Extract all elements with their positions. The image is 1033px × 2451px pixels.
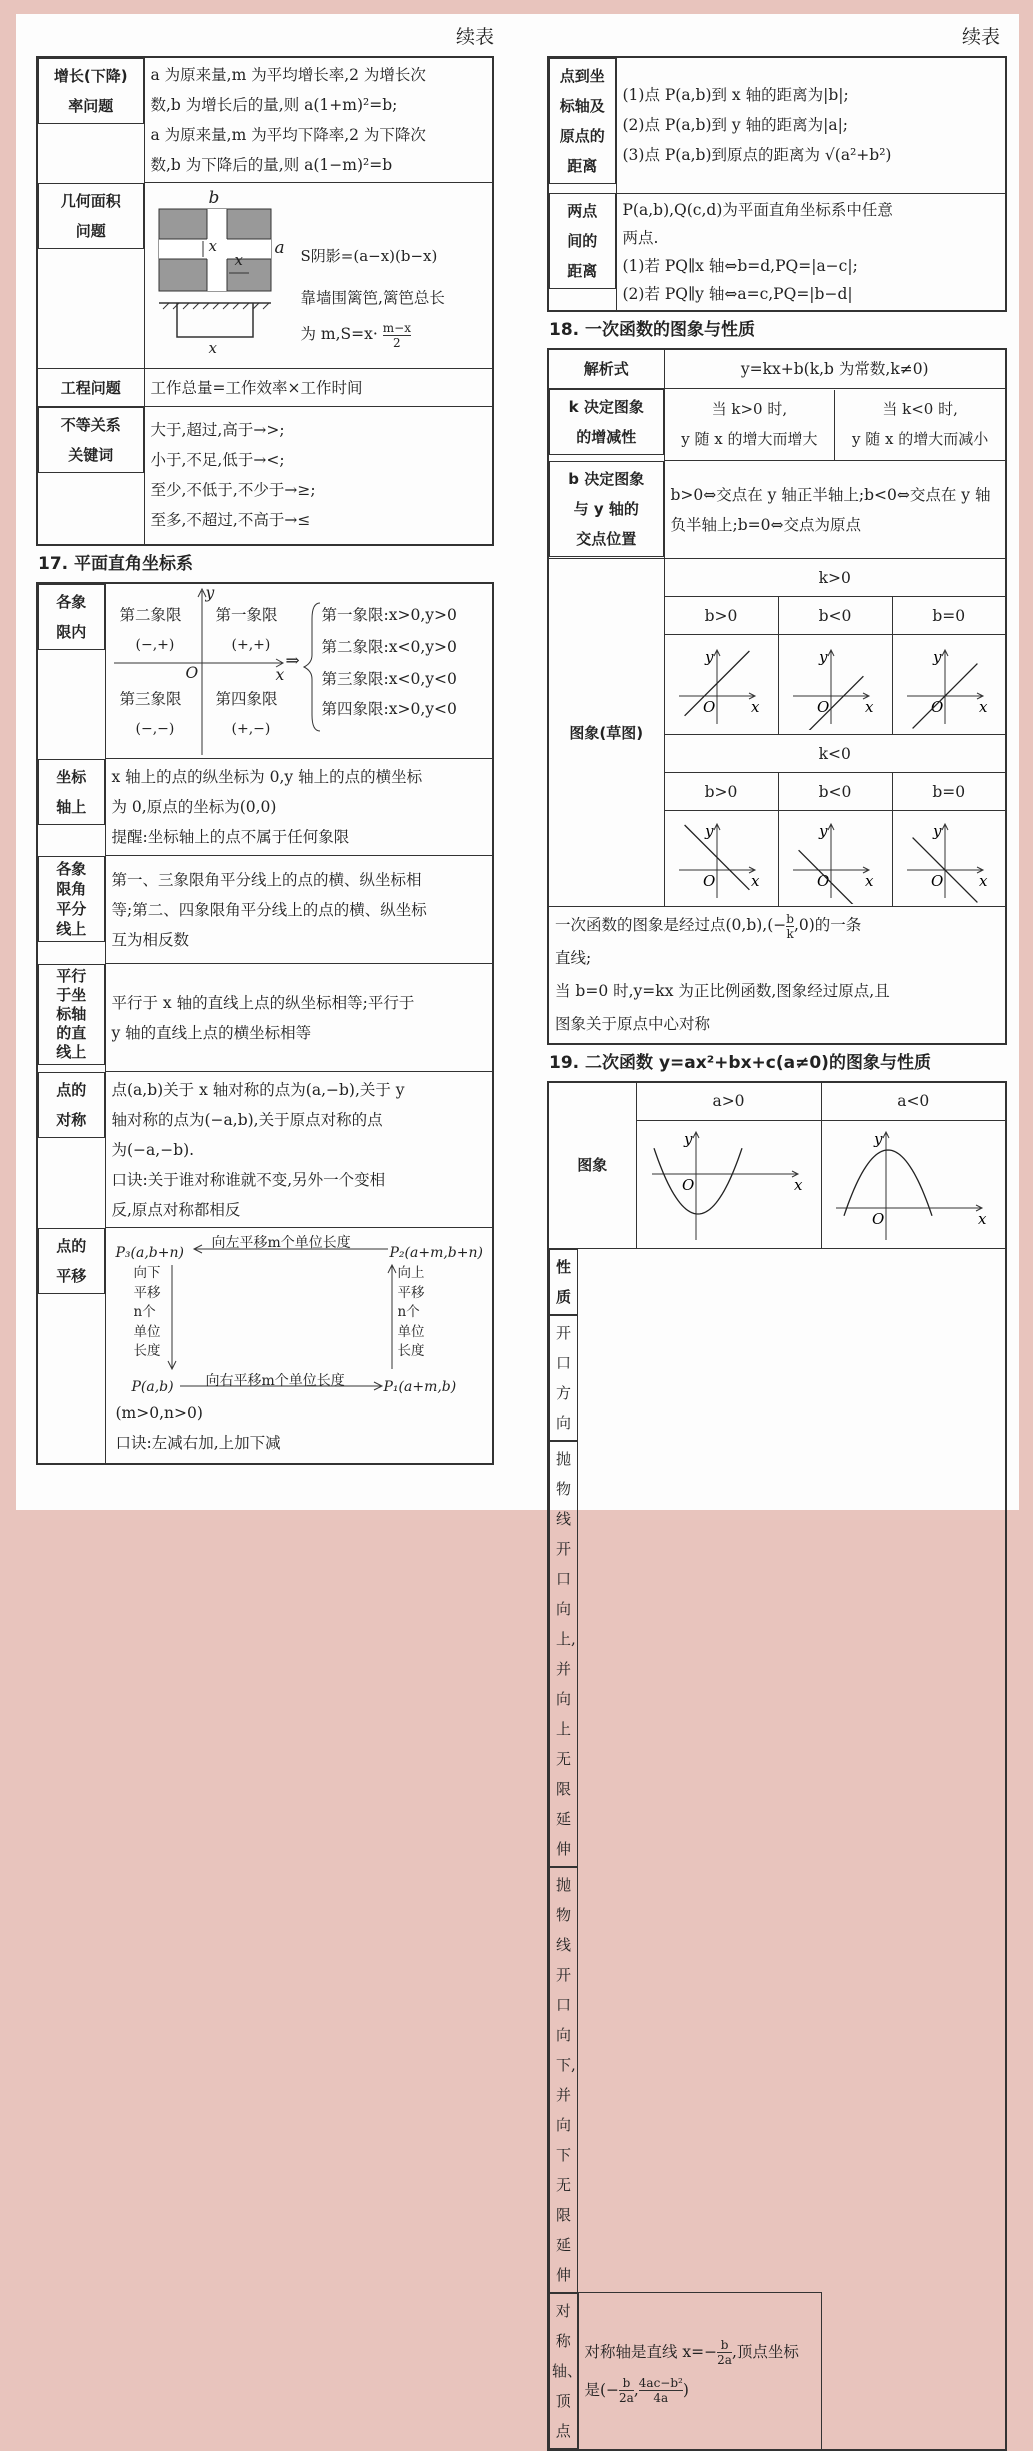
figure-label-b: b (208, 188, 220, 208)
shift-right-label: 向右平移m个单位长度 (205, 1373, 345, 1389)
vertex-x-den: 2a (619, 2391, 634, 2406)
parallel-line: 平行于 x 轴的直线上点的纵坐标相等;平行于 (111, 993, 415, 1012)
parallel-row (37, 964, 493, 1072)
origin-label: O (681, 1176, 694, 1194)
b-positive-header: b>0 (664, 597, 778, 635)
point-p3: P₃(a,b+n) (115, 1245, 184, 1261)
expression-label: 解析式 (548, 349, 664, 389)
quadrant-2-name: 第二象限 (119, 605, 182, 624)
opening-row (548, 1248, 1006, 2293)
note-text: 一次函数的图象是经过点(0,b), (555, 916, 768, 934)
section-17-title: 17. 平面直角坐标系 (38, 553, 194, 574)
symmetry-line: 轴对称的点为(−a,b),关于原点对称的点 (111, 1110, 383, 1129)
vertex-x-num: b (622, 2376, 631, 2391)
k-label: k 决定图象 的增减性 (549, 389, 664, 455)
quadratic-header-row (548, 1082, 1006, 1120)
vertex-y-num: 4ac−b² (638, 2376, 683, 2391)
note-fraction (786, 912, 794, 941)
vertex-fraction-x (619, 2376, 634, 2405)
axis-distance-label: 点到坐 标轴及 原点的 距离 (549, 58, 616, 184)
section-18-title: 18. 一次函数的图象与性质 (549, 319, 756, 340)
quadrant-rule-3: 第三象限:x<0,y<0 (321, 669, 457, 688)
growth-line: 数,b 为下降后的量,则 a(1−m)²=b (150, 156, 393, 174)
inequality-line: 小于,不足,低于→<; (150, 451, 285, 470)
formula-table-top (36, 56, 494, 546)
origin-label: O (703, 871, 716, 890)
b-row (548, 461, 1006, 559)
axes-label: 坐标 轴上 (38, 759, 105, 825)
symmetry-line: 口诀:关于谁对称谁就不变,另外一个变相 (111, 1170, 386, 1189)
y-axis-label: y (705, 821, 714, 840)
shift-down-label: 向下 平移 n个 单位 长度 (133, 1265, 161, 1359)
expression-row (548, 349, 1006, 389)
note-text-end: ,0)的一条 (793, 916, 862, 934)
quadrant-3-signs: (−,−) (135, 720, 175, 737)
b-negative-header: b<0 (778, 773, 892, 811)
growth-line: a 为原来量,m 为平均下降率,2 为下降次 (150, 126, 426, 144)
note-fraction-num: b (786, 911, 794, 926)
x-axis-label: x (978, 871, 988, 890)
y-axis-label: y (932, 821, 942, 840)
line-graph-k-neg-b-zero (899, 814, 999, 904)
figure-label-x: x (234, 251, 243, 269)
graph-k-positive-header (548, 559, 1006, 597)
figure-label-a: a (274, 238, 285, 258)
translation-row (37, 1228, 493, 1464)
area-row (37, 183, 493, 369)
line-graph-k-pos-b-pos (671, 640, 771, 730)
vertex-y-den: 4a (639, 2390, 683, 2405)
vertex-fraction-y (639, 2376, 683, 2405)
quadrant-row (37, 583, 493, 759)
translation-condition: (m>0,n>0) (115, 1404, 203, 1422)
symmetry-line: 反,原点对称都相反 (111, 1200, 241, 1219)
y-axis-label: y (874, 1130, 883, 1148)
axis-text-end: ,顶点坐标 (731, 2342, 799, 2361)
bisector-line: 互为相反数 (111, 930, 190, 949)
inequality-row (37, 407, 493, 545)
line-graph-k-neg-b-neg (785, 814, 885, 904)
note-fraction-den: k (786, 926, 794, 941)
parabola-curve (844, 1150, 932, 1216)
area-label: 几何面积 问题 (38, 183, 144, 249)
bisector-line: 等;第二、四象限角平分线上的点的横、纵坐标 (111, 900, 427, 919)
translation-label: 点的 平移 (38, 1228, 105, 1294)
y-axis-label: y (819, 647, 828, 666)
x-axis-label: x (865, 871, 874, 890)
k-positive-header: k>0 (664, 559, 1006, 597)
work-text: 工作总量=工作效率×工作时间 (144, 369, 493, 407)
origin-label: O (817, 697, 830, 716)
b-zero-header: b=0 (892, 773, 1006, 811)
continued-label-right: 续表 (962, 26, 1001, 48)
work-label: 工程问题 (37, 369, 144, 407)
implies-arrow: ⇒ (285, 650, 300, 671)
axis-fraction (717, 2338, 732, 2367)
axis-text: 对称轴是直线 x=− (584, 2342, 718, 2361)
linear-function-table (547, 348, 1007, 1046)
symmetry-label: 点的 对称 (38, 1072, 105, 1138)
symmetry-line: 为(−a,−b). (111, 1140, 195, 1159)
linear-note-line-1 (555, 909, 999, 942)
origin-label: O (703, 697, 716, 716)
k-negative-text: 当 k<0 时, y 随 x 的增大而减小 (852, 399, 989, 448)
growth-row (37, 57, 493, 183)
figure-label-x: x (208, 237, 217, 255)
axis-distance-line: (2)点 P(a,b)到 y 轴的距离为|a|; (622, 116, 849, 135)
bisector-row (37, 856, 493, 964)
quadrant-rule-2: 第二象限:x<0,y>0 (321, 637, 457, 656)
axis-vertex-label: 对称 轴、顶 点 (549, 2293, 578, 2449)
two-point-line: 两点. (622, 228, 659, 247)
quadratic-table (547, 1081, 1007, 2451)
two-point-distance-row (548, 193, 1006, 311)
graph-label: 图象(草图) (548, 559, 664, 907)
k-negative-header: k<0 (664, 735, 1006, 773)
point-p2: P₂(a+m,b+n) (389, 1245, 483, 1261)
axis-frac-den: 2a (717, 2353, 732, 2368)
axis-vertex-row (548, 2293, 1006, 2450)
linear-note-row (548, 907, 1006, 1045)
quadrant-rule-1: 第一象限:x>0,y>0 (321, 605, 457, 624)
inequality-line: 至多,不超过,不高于→≤ (150, 511, 311, 530)
two-point-line: P(a,b),Q(c,d)为平面直角坐标系中任意 (622, 200, 893, 219)
a-negative-header: a<0 (821, 1082, 1006, 1120)
origin-label: O (872, 1210, 885, 1228)
distance-table (547, 56, 1007, 312)
x-axis-label: x (275, 665, 285, 684)
translation-rule: 口诀:左减右加,上加下减 (115, 1434, 281, 1452)
property-label: 性 质 (549, 1249, 578, 1315)
fence-formula (301, 319, 411, 350)
x-axis-label: x (751, 697, 760, 716)
b-text: b>0⇔交点在 y 轴正半轴上;b<0⇔交点在 y 轴负半轴上;b=0⇔交点为原点 (664, 461, 1006, 559)
quadrant-1-signs: (+,+) (231, 636, 271, 653)
growth-line: a 为原来量,m 为平均增长率,2 为增长次 (150, 66, 426, 84)
linear-note-line: 图象关于原点中心对称 (555, 1015, 711, 1033)
y-axis-label: y (683, 1130, 692, 1148)
note-paren: (− (767, 916, 787, 934)
b-positive-header: b>0 (664, 773, 778, 811)
continued-label-left: 续表 (456, 26, 495, 48)
axes-row (37, 759, 493, 856)
fence-fraction-den: 2 (383, 335, 411, 350)
k-row (548, 389, 1006, 461)
vertex-suffix: ) (682, 2380, 689, 2399)
bisector-label: 各象 限角 平分 线上 (38, 856, 105, 942)
parabola-curve (654, 1148, 742, 1214)
bisector-line: 第一、三象限角平分线上的点的横、纵坐标相 (111, 870, 422, 889)
inequality-label: 不等关系 关键词 (38, 407, 144, 473)
fence-formula-prefix: 为 m,S=x· (300, 325, 378, 343)
inequality-line: 大于,超过,高于→>; (150, 421, 285, 440)
fence-text: 靠墙围篱笆,篱笆总长 (300, 289, 445, 307)
origin-label: O (930, 697, 944, 716)
x-axis-label: x (793, 1176, 802, 1194)
y-axis-label: y (819, 821, 828, 840)
quadrant-rule-4: 第四象限:x>0,y<0 (321, 699, 457, 718)
coordinate-table (36, 582, 494, 1465)
left-column (36, 56, 494, 1465)
fence-fraction (383, 321, 411, 350)
parallel-label: 平行 于坐 标轴 的直 线上 (38, 964, 105, 1065)
origin-label: O (185, 663, 199, 682)
axes-line: 提醒:坐标轴上的点不属于任何象限 (111, 828, 350, 846)
axis-distance-row (548, 57, 1006, 193)
a-positive-header: a>0 (636, 1082, 821, 1120)
vertex-prefix: 是(− (584, 2380, 620, 2399)
growth-label: 增长(下降) 率问题 (38, 58, 144, 124)
linear-note-line: 直线; (555, 949, 592, 967)
area-formula: S阴影=(a−x)(b−x) (300, 247, 438, 265)
line-graph-k-pos-b-neg (785, 640, 885, 730)
vertex-formula: 是(− $\frac{b}{2a}$ , $\frac{\text{4ac−b²}}{4a}$ ) (584, 2376, 689, 2406)
figure-label-x: x (208, 339, 217, 357)
two-point-distance-label: 两点 间的 距离 (549, 193, 616, 289)
inequality-line: 至少,不低于,不少于→≥; (150, 481, 316, 500)
origin-label: O (817, 871, 830, 890)
shift-left-label: 向左平移m个单位长度 (211, 1235, 351, 1251)
parabola-up-graph (644, 1122, 814, 1246)
symmetry-row (37, 1072, 493, 1228)
shift-up-label: 向上 平移 n个 单位 长度 (397, 1265, 425, 1359)
opening-up-text: 抛物线开口向上,并 向上无限延伸 (549, 1441, 578, 1867)
quadrant-label: 各象 限内 (38, 584, 105, 650)
parallel-line: y 轴的直线上点的横坐标相等 (111, 1023, 312, 1042)
x-axis-label: x (865, 697, 874, 716)
section-19-title: 19. 二次函数 y=ax²+bx+c(a≠0)的图象与性质 (549, 1053, 931, 1073)
axis-distance-line: (3)点 P(a,b)到原点的距离为 √(a²+b²) (622, 146, 892, 165)
growth-line: 数,b 为增长后的量,则 a(1+m)²=b; (150, 96, 398, 114)
axis-formula (585, 2333, 815, 2371)
b-label: b 决定图象 与 y 轴的 交点位置 (549, 461, 664, 557)
line-graph-k-neg-b-pos (671, 814, 771, 904)
quadrant-1-name: 第一象限 (215, 605, 278, 624)
x-axis-label: x (751, 871, 760, 890)
b-zero-header: b=0 (892, 597, 1006, 635)
linear-note-line: 当 b=0 时,y=kx 为正比例函数,图象经过原点,且 (555, 982, 890, 1000)
origin-label: O (930, 871, 944, 890)
axis-distance-line: (1)点 P(a,b)到 x 轴的距离为|b|; (622, 86, 849, 105)
point-p: P(a,b) (131, 1379, 174, 1395)
quadrant-4-signs: (+,−) (231, 720, 271, 737)
x-axis-label: x (978, 697, 988, 716)
k-positive-text: 当 k>0 时, y 随 x 的增大而增大 (665, 390, 836, 460)
parabola-down-graph (828, 1122, 998, 1246)
y-axis-label: y (205, 583, 215, 602)
quadrant-2-signs: (−,+) (135, 636, 175, 653)
fence-fraction-num: m−x (382, 320, 411, 335)
point-p1: P₁(a+m,b) (383, 1379, 457, 1395)
axes-line: 为 0,原点的坐标为(0,0) (111, 798, 277, 816)
two-point-line: (2)若 PQ∥y 轴⇔a=c,PQ=|b−d| (622, 284, 853, 303)
opening-down-text: 抛物线开口向下,并 向下无限延伸 (549, 1867, 578, 2293)
quadrant-3-name: 第三象限 (119, 689, 182, 708)
page (16, 14, 1019, 2440)
expression-text: y=kx+b(k,b 为常数,k≠0) (664, 349, 1006, 389)
symmetry-line: 点(a,b)关于 x 轴对称的点为(a,−b),关于 y (111, 1080, 405, 1099)
right-column (547, 56, 1007, 2451)
quadratic-graph-label: 图象 (548, 1082, 636, 1248)
y-axis-label: y (932, 647, 942, 666)
y-axis-label: y (705, 647, 714, 666)
opening-label: 开口 方向 (549, 1315, 578, 1441)
work-row (37, 369, 493, 407)
b-negative-header: b<0 (778, 597, 892, 635)
quadrant-4-name: 第四象限 (215, 689, 278, 708)
axis-frac-num: b (720, 2338, 729, 2353)
line-graph-k-pos-b-zero (899, 640, 999, 730)
x-axis-label: x (978, 1210, 987, 1228)
two-point-line: (1)若 PQ∥x 轴⇔b=d,PQ=|a−c|; (622, 256, 858, 275)
axes-line: x 轴上的点的纵坐标为 0,y 轴上的点的横坐标 (111, 768, 423, 786)
